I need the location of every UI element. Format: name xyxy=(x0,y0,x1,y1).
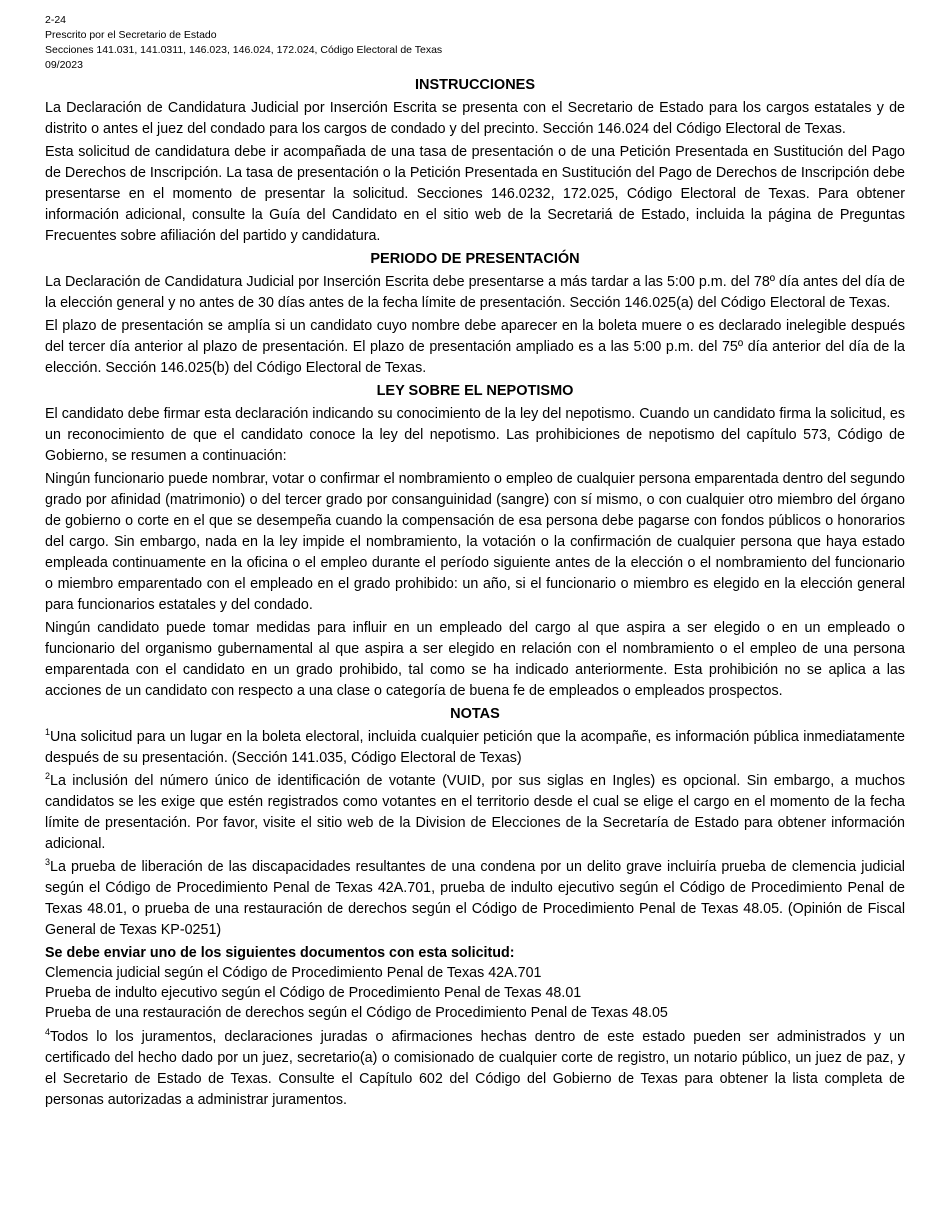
form-header xyxy=(45,13,905,73)
instrucciones-paragraph-1: La Declaración de Candidatura Judicial por Inserción Escrita se presenta con el Secretario de Estado para los cargos estatales y de distrito o antes el juez del condado para los cargos de condado y del precinto. Sección 146.024 del Código Electoral de Texas. xyxy=(45,100,905,137)
nepotismo-paragraph-2: Ningún funcionario puede nombrar, votar o confirmar el nombramiento o empleo de cualquier persona emparentada dentro del segundo grado por afinidad (matrimonio) o del tercer grado por consanguinidad (sangre) con sí mismo, o con cualquier otro miembro del órgano de gobierno o corte en el que se desempeña cuando la compensación de esa persona debe pagarse con fondos públicos o honorarios del cargo. Sin embargo, nada en la ley impide el nombramiento, la votación o la confirmación de cualquier persona que haya estado empleada continuamente en la oficina o el empleo durante el período siguiente antes de la elección o el nombramiento del funcionario o miembro emparentado con el empleado en el grado prohibido: un año, si el funcionario o miembro es elegido en la elección general para funcionarios estatales y del condado. xyxy=(45,471,905,613)
form-number: 2-24 xyxy=(45,14,67,26)
note-2 xyxy=(45,771,905,855)
nepotismo-paragraph-1: El candidato debe firmar esta declaración indicando su conocimiento de la ley del nepotismo. Cuando un candidato firma la solicitud, es un reconocimiento de que el candidato conoce la ley del nepotismo. Las prohibiciones de nepotismo del capítulo 573, Código de Gobierno, se resumen a continuación: xyxy=(45,406,905,464)
heading-notas: NOTAS xyxy=(450,706,500,722)
heading-ley-nepotismo: LEY SOBRE EL NEPOTISMO xyxy=(376,383,574,399)
required-document-3: Prueba de una restauración de derechos según el Código de Procedimiento Penal de Texas 48.05 xyxy=(45,1005,668,1021)
statute-sections: Secciones 141.031, 141.0311, 146.023, 146.024, 172.024, Código Electoral de Texas xyxy=(45,44,443,56)
heading-instrucciones: INSTRUCCIONES xyxy=(414,77,536,93)
form-date: 09/2023 xyxy=(45,59,83,71)
note-1-text: Una solicitud para un lugar en la boleta electoral, incluida cualquier petición que la acompañe, es información pública inmediatamente después de su presentación. (Sección 141.035, Código Electoral de Texas) xyxy=(45,729,905,766)
nepotismo-paragraph-3: Ningún candidato puede tomar medidas para influir en un empleado del cargo al que aspira a ser elegido o en un empleado o funcionario del organismo gubernamental al que aspira a ser elegido en relación con el nombramiento o el empleo de una persona emparentada con el candidato en un grado prohibido, tal como se ha indicado anteriormente. Esta prohibición no se aplica a las acciones de un candidato con respecto a una clase o categoría de buena fe de empleados o empleados prospectos. xyxy=(45,620,905,699)
required-documents-label: Se debe enviar uno de los siguientes documentos con esta solicitud: xyxy=(45,945,515,961)
note-1 xyxy=(45,727,905,769)
note-2-text: La inclusión del número único de identificación de votante (VUID, por sus siglas en Ingles) es opcional. Sin embargo, a muchos candidatos se les exige que estén registrados como votantes en el territorio desde el cual se elige el cargo en el momento de la fecha límite de presentación. Por favor, visite el sitio web de la Division de Elecciones de la Secretaría de Estado para obtener información adicional. xyxy=(45,773,905,852)
prescribed-by: Prescrito por el Secretario de Estado xyxy=(45,29,217,41)
footnote-marker-3: 3 xyxy=(45,857,51,867)
note-3-text: La prueba de liberación de las discapacidades resultantes de una condena por un delito grave incluiría prueba de clemencia judicial según el Código de Procedimiento Penal de Texas 42A.701, prueba de indulto ejecutivo según el Código de Procedimiento Penal de Texas 48.01, o prueba de una restauración de derechos según el Código de Procedimiento Penal de Texas 48.05. (Opinión de Fiscal General de Texas KP-0251) xyxy=(45,859,905,938)
instrucciones-paragraph-2: Esta solicitud de candidatura debe ir acompañada de una tasa de presentación o de una Petición Presentada en Sustitución del Pago de Derechos de Inscripción. La tasa de presentación o la Petición Presentada en Sustitución del Pago de Derechos de Inscripción debe presentarse en el momento de presentar la solicitud. Secciones 146.0232, 172.025, Código Electoral de Texas. Para obtener información adicional, consulte la Guía del Candidato en el sitio web de la Secretariá de Estado, incluida la página de Preguntas Frecuentes sobre afiliación del partido y candidatura. xyxy=(45,144,905,244)
required-document-1: Clemencia judicial según el Código de Procedimiento Penal de Texas 42A.701 xyxy=(45,965,542,981)
note-3 xyxy=(45,857,905,941)
footnote-marker-1: 1 xyxy=(45,727,51,737)
required-document-2: Prueba de indulto ejecutivo según el Código de Procedimiento Penal de Texas 48.01 xyxy=(45,985,582,1001)
note-4 xyxy=(45,1027,905,1111)
periodo-paragraph-2: El plazo de presentación se amplía si un candidato cuyo nombre debe aparecer en la boleta muere o es declarado inelegible después del tercer día anterior al plazo de presentación. El plazo de presentación ampliado es a las 5:00 p.m. del 75º día anterior del día de la elección. Sección 146.025(b) del Código Electoral de Texas. xyxy=(45,318,905,376)
footnote-marker-4: 4 xyxy=(45,1027,51,1037)
heading-periodo-presentacion: PERIODO DE PRESENTACIÓN xyxy=(370,251,580,267)
periodo-paragraph-1: La Declaración de Candidatura Judicial por Inserción Escrita debe presentarse a más tardar a las 5:00 p.m. del 78º día antes del día de la elección general y no antes de 30 días antes de la fecha límite de presentación. Sección 146.025(a) del Código Electoral de Texas. xyxy=(45,274,905,311)
footnote-marker-2: 2 xyxy=(45,771,51,781)
note-4-text: Todos lo los juramentos, declaraciones juradas o afirmaciones hechas dentro de este estado pueden ser administrados y un certificado del hecho dado por un juez, secretario(a) o comisionado de cualquier corte de registro, un notario público, un juez de paz, y el Secretario de Estado de Texas. Consulte el Capítulo 602 del Código del Gobierno de Texas para obtener la lista completa de personas autorizadas a administrar juramentos. xyxy=(45,1029,905,1108)
